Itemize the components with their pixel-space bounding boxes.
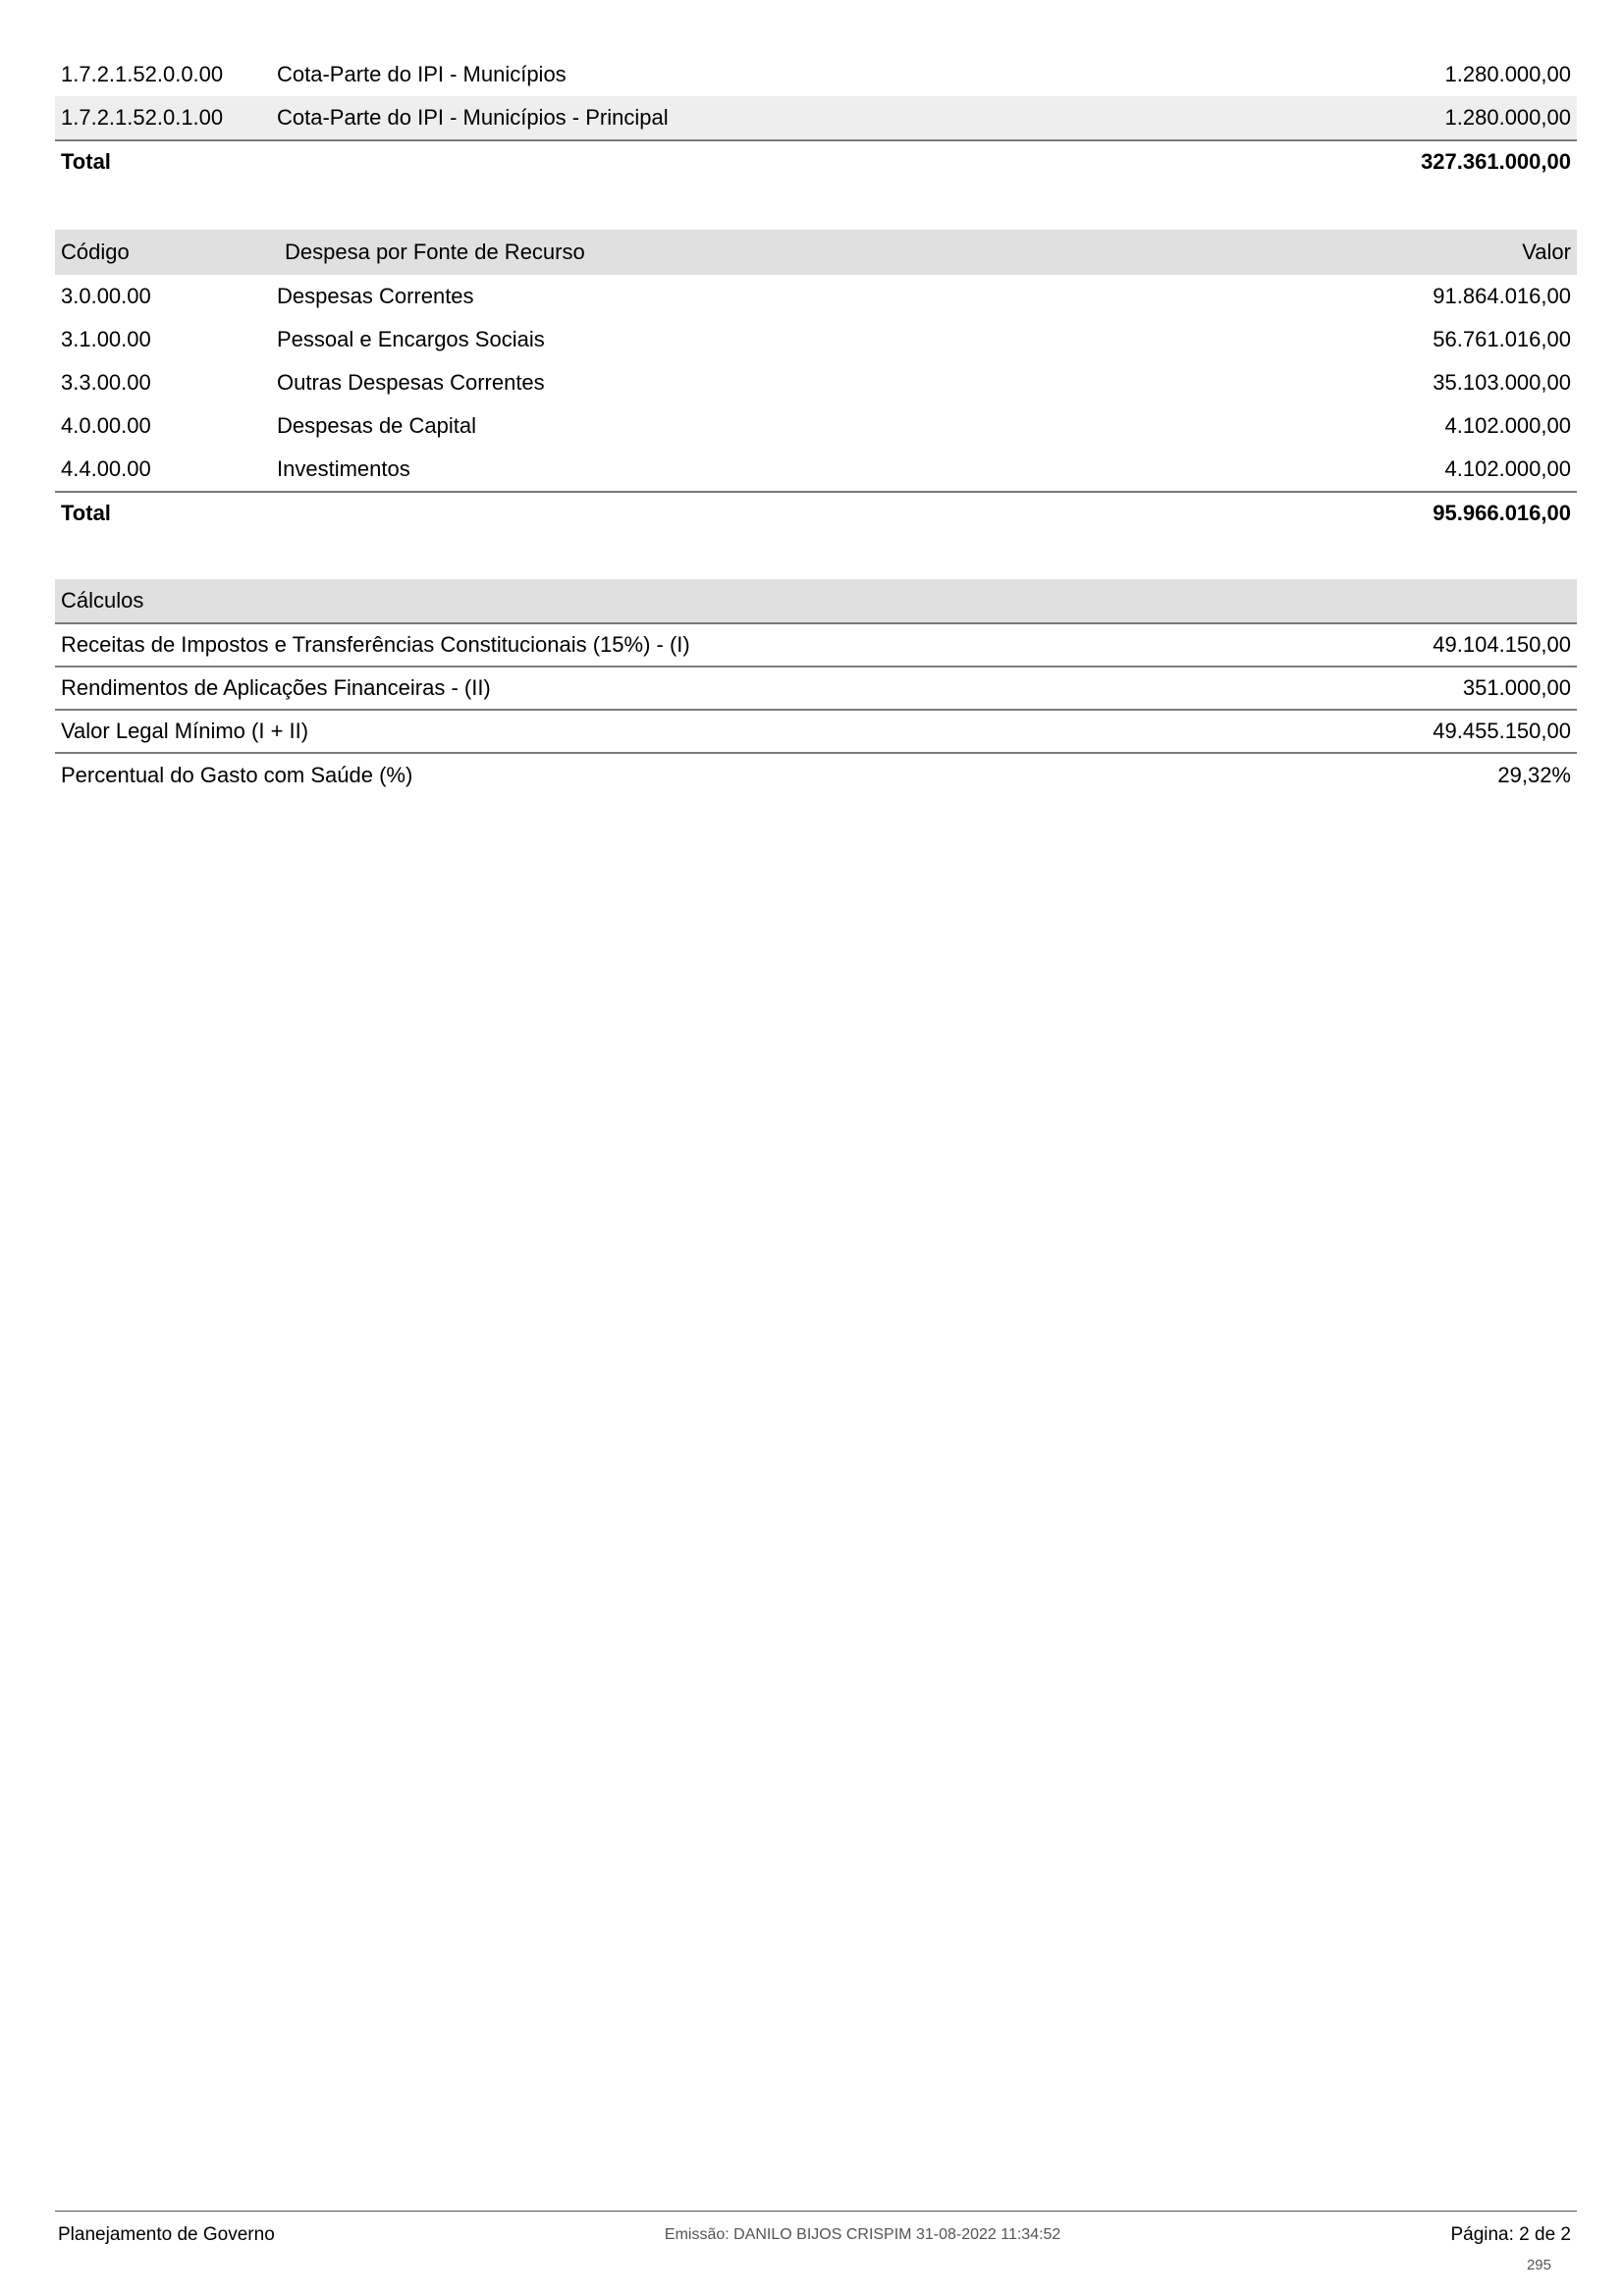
- table-row: [55, 318, 1577, 361]
- row-code: 4.4.00.00: [61, 456, 151, 481]
- table-row: [55, 448, 1577, 491]
- footer-page-indicator: Página: 2 de 2: [1450, 2224, 1571, 2245]
- header-value: Valor: [1522, 240, 1571, 264]
- despesas-total-row: [55, 491, 1577, 534]
- row-description: Investimentos: [277, 456, 410, 481]
- calc-value: 351.000,00: [1462, 675, 1571, 700]
- row-code: 1.7.2.1.52.0.0.00: [61, 62, 224, 86]
- table-row: [55, 96, 1577, 139]
- calc-row: [55, 624, 1577, 667]
- row-value: 4.102.000,00: [1444, 413, 1571, 438]
- header-code: Código: [61, 240, 130, 264]
- row-description: Despesas Correntes: [277, 284, 474, 308]
- calc-row: [55, 754, 1577, 797]
- total-value: 327.361.000,00: [1421, 149, 1571, 174]
- calc-row: [55, 711, 1577, 754]
- row-code: 1.7.2.1.52.0.1.00: [61, 105, 224, 130]
- row-description: Cota-Parte do IPI - Municípios: [277, 62, 567, 86]
- row-description: Pessoal e Encargos Sociais: [277, 327, 545, 351]
- total-label: Total: [61, 501, 111, 525]
- calc-value: 29,32%: [1497, 763, 1571, 787]
- row-description: Despesas de Capital: [277, 413, 477, 438]
- row-code: 3.0.00.00: [61, 284, 151, 308]
- table-row: [55, 53, 1577, 96]
- calc-label: Percentual do Gasto com Saúde (%): [61, 763, 413, 787]
- table-row: [55, 275, 1577, 318]
- row-value: 1.280.000,00: [1444, 62, 1571, 86]
- calc-label: Receitas de Impostos e Transferências Constitucionais (15%) - (I): [61, 632, 690, 657]
- total-value: 95.966.016,00: [1433, 501, 1571, 525]
- row-code: 4.0.00.00: [61, 413, 151, 438]
- calc-value: 49.455.150,00: [1433, 719, 1571, 743]
- header-description: Despesa por Fonte de Recurso: [285, 240, 585, 264]
- footer-emission: Emissão: DANILO BIJOS CRISPIM 31-08-2022 11:34:52: [664, 2226, 1061, 2243]
- footer-title: Planejamento de Governo: [58, 2224, 275, 2245]
- despesas-header-row: [55, 230, 1577, 275]
- row-code: 3.1.00.00: [61, 327, 151, 351]
- row-code: 3.3.00.00: [61, 370, 151, 395]
- total-label: Total: [61, 149, 111, 174]
- row-description: Outras Despesas Correntes: [277, 370, 545, 395]
- calc-row: [55, 667, 1577, 711]
- calc-label: Rendimentos de Aplicações Financeiras - (II): [61, 675, 491, 700]
- table-row: [55, 404, 1577, 448]
- page-number: 295: [1526, 2257, 1551, 2273]
- calculos-header: Cálculos: [55, 579, 1577, 624]
- row-value: 91.864.016,00: [1433, 284, 1571, 308]
- row-value: 4.102.000,00: [1444, 456, 1571, 481]
- receitas-total-row: [55, 139, 1577, 183]
- table-row: [55, 361, 1577, 404]
- row-value: 1.280.000,00: [1444, 105, 1571, 130]
- calc-value: 49.104.150,00: [1433, 632, 1571, 657]
- calc-label: Valor Legal Mínimo (I + II): [61, 719, 309, 743]
- row-value: 35.103.000,00: [1433, 370, 1571, 395]
- report-content: [55, 53, 1577, 797]
- row-value: 56.761.016,00: [1433, 327, 1571, 351]
- row-description: Cota-Parte do IPI - Municípios - Principal: [277, 105, 669, 130]
- page-footer: [55, 2211, 1577, 2273]
